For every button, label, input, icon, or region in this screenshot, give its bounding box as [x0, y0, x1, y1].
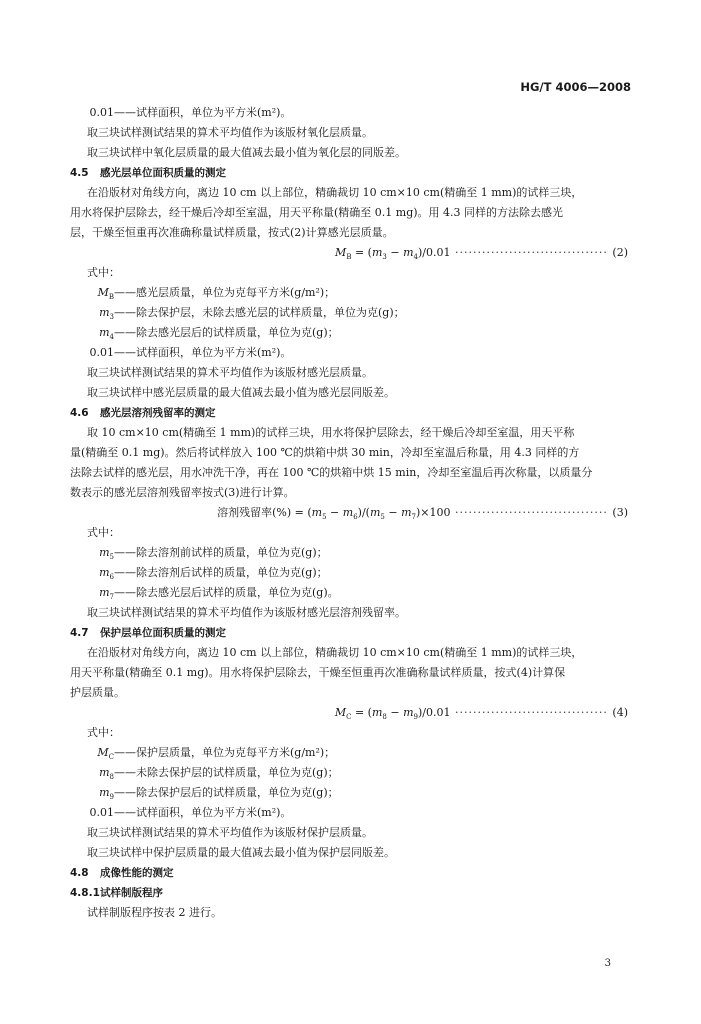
formula: $M_C = (m_8 - m_9)/0.01$: [334, 706, 451, 722]
paragraph-line: 式中：: [87, 266, 120, 279]
paragraph-line: 取三块试样测试结果的算术平均值作为该版材氧化层质量。: [87, 126, 373, 139]
section-heading: [70, 883, 630, 903]
formula: 溶剂残留率(%) = $(m_5 - m_6)/(m_5 - m_7)\times 100$: [217, 506, 451, 522]
page-number: 3: [604, 958, 611, 969]
section-number: 4.8.1: [70, 887, 100, 899]
symbol-definition: [70, 803, 630, 823]
symbol: $M_C$: [97, 746, 114, 762]
paragraph-line: 式中：: [87, 726, 120, 739]
section-title: 保护层单位面积质量的测定: [100, 627, 226, 639]
symbol-definition: [70, 323, 630, 343]
symbol: $m_3$: [99, 306, 114, 322]
paragraph-continuation: 用水将保护层除去，经干燥后冷却至室温，用天平称量(精确至 0.1 mg)。用 4.3 同样的方法除去感光: [70, 206, 564, 219]
symbol: $m_9$: [99, 786, 114, 802]
section-heading: [70, 863, 630, 883]
symbol-definition: [70, 563, 630, 583]
section-number: 4.6: [70, 407, 89, 419]
formula-line: [70, 703, 630, 723]
symbol: $m_5$: [99, 546, 114, 562]
symbol-definition: [70, 763, 630, 783]
definition-text: ——试样面积，单位为平方米(m²)。: [114, 806, 292, 819]
section-heading: [70, 403, 630, 423]
section-heading: [70, 623, 630, 643]
paragraph-continuation: 量(精确至 0.1 mg)。然后将试样放入 100 ℃的烘箱中烘 30 min，冷却至室温后称量，用 4.3 同样的方: [70, 446, 580, 459]
symbol: $M_B$: [97, 286, 114, 302]
equation-number: (3): [612, 506, 628, 519]
paragraph-line: 在沿版材对角线方向，离边 10 cm 以上部位，精确裁切 10 cm×10 cm(精确至 1 mm)的试样三块，: [87, 186, 583, 199]
leader-dots: ··································: [450, 706, 613, 719]
paragraph-continuation: 法除去试样的感光层，用水冲洗干净，再在 100 ℃的烘箱中烘 15 min，冷却至室温后再次称量，以质量分: [70, 466, 593, 479]
definition-text: ——除去保护层后的试样质量，单位为克(g)；: [114, 786, 339, 799]
definition-text: ——感光层质量，单位为克每平方米(g/m²)；: [114, 286, 336, 299]
definition-text: ——除去感光层后的试样质量，单位为克(g)；: [114, 326, 339, 339]
paragraph-line: 取三块试样中保护层质量的最大值减去最小值为保护层同版差。: [87, 846, 395, 859]
document-body: [70, 103, 630, 923]
paragraph-continuation: 数表示的感光层溶剂残留率按式(3)进行计算。: [70, 486, 295, 499]
paragraph-continuation: 层，干燥至恒重再次准确称量试样质量，按式(2)计算感光层质量。: [70, 226, 394, 239]
symbol: 0.01: [89, 106, 114, 119]
section-title: 成像性能的测定: [100, 867, 174, 879]
symbol: $m_6$: [99, 566, 114, 582]
symbol-definition: [70, 283, 630, 303]
paragraph-continuation: 用天平称量(精确至 0.1 mg)。用水将保护层除去，干燥至恒重再次准确称量试样质量，按式(4)计算保: [70, 666, 566, 679]
paragraph-line: 取 10 cm×10 cm(精确至 1 mm)的试样三块，用水将保护层除去，经干燥后冷却至室温，用天平称: [87, 426, 575, 439]
symbol-definition: [70, 543, 630, 563]
definition-text: ——除去溶剂后试样的质量，单位为克(g)；: [114, 566, 328, 579]
definition-text: ——除去溶剂前试样的质量，单位为克(g)；: [114, 546, 328, 559]
equation-number: (2): [612, 246, 628, 259]
section-heading: [70, 163, 630, 183]
symbol-definition: [70, 303, 630, 323]
definition-text: ——除去保护层，未除去感光层的试样质量，单位为克(g)；: [114, 306, 405, 319]
paragraph-line: 取三块试样测试结果的算术平均值作为该版材保护层质量。: [87, 826, 373, 839]
symbol: 0.01: [89, 346, 114, 359]
paragraph-line: 取三块试样测试结果的算术平均值作为该版材感光层质量。: [87, 366, 373, 379]
definition-text: ——未除去保护层的试样质量，单位为克(g)；: [114, 766, 339, 779]
section-title: 感光层溶剂残留率的测定: [100, 407, 216, 419]
paragraph-line: 在沿版材对角线方向，离边 10 cm 以上部位，精确裁切 10 cm×10 cm(精确至 1 mm)的试样三块，: [87, 646, 583, 659]
symbol-definition: [70, 783, 630, 803]
standard-code: HG/T 4006—2008: [520, 80, 631, 94]
paragraph-line: 取三块试样测试结果的算术平均值作为该版材感光层溶剂残留率。: [87, 606, 406, 619]
definition-text: ——除去感光层后试样的质量，单位为克(g)。: [114, 586, 339, 599]
paragraph-line: 式中：: [87, 526, 120, 539]
formula-line: [70, 503, 630, 523]
paragraph-line: 取三块试样中感光层质量的最大值减去最小值为感光层同版差。: [87, 386, 395, 399]
symbol-definition: [70, 743, 630, 763]
equation-number: (4): [612, 706, 628, 719]
section-number: 4.5: [70, 167, 89, 179]
section-title: 试样制版程序: [100, 887, 163, 899]
definition-text: ——保护层质量，单位为克每平方米(g/m²)；: [114, 746, 336, 759]
definition-text: ——试样面积，单位为平方米(m²)。: [114, 106, 292, 119]
symbol-definition: [70, 343, 630, 363]
symbol-definition: [70, 103, 630, 123]
section-title: 感光层单位面积质量的测定: [100, 167, 226, 179]
paragraph-line: 取三块试样中氧化层质量的最大值减去最小值为氧化层的同版差。: [87, 146, 406, 159]
section-number: 4.8: [70, 867, 89, 879]
symbol-definition: [70, 583, 630, 603]
paragraph-continuation: 护层质量。: [70, 686, 125, 699]
formula: $M_B = (m_3 - m_4)/0.01$: [335, 246, 451, 262]
definition-text: ——试样面积，单位为平方米(m²)。: [114, 346, 292, 359]
leader-dots: ··································: [450, 246, 613, 259]
section-number: 4.7: [70, 627, 89, 639]
paragraph-line: 试样制版程序按表 2 进行。: [87, 906, 222, 919]
symbol: $m_7$: [99, 586, 114, 602]
symbol: $m_4$: [99, 326, 114, 342]
formula-line: [70, 243, 630, 263]
symbol: $m_8$: [99, 766, 114, 782]
leader-dots: ··································: [450, 506, 613, 519]
symbol: 0.01: [89, 806, 114, 819]
